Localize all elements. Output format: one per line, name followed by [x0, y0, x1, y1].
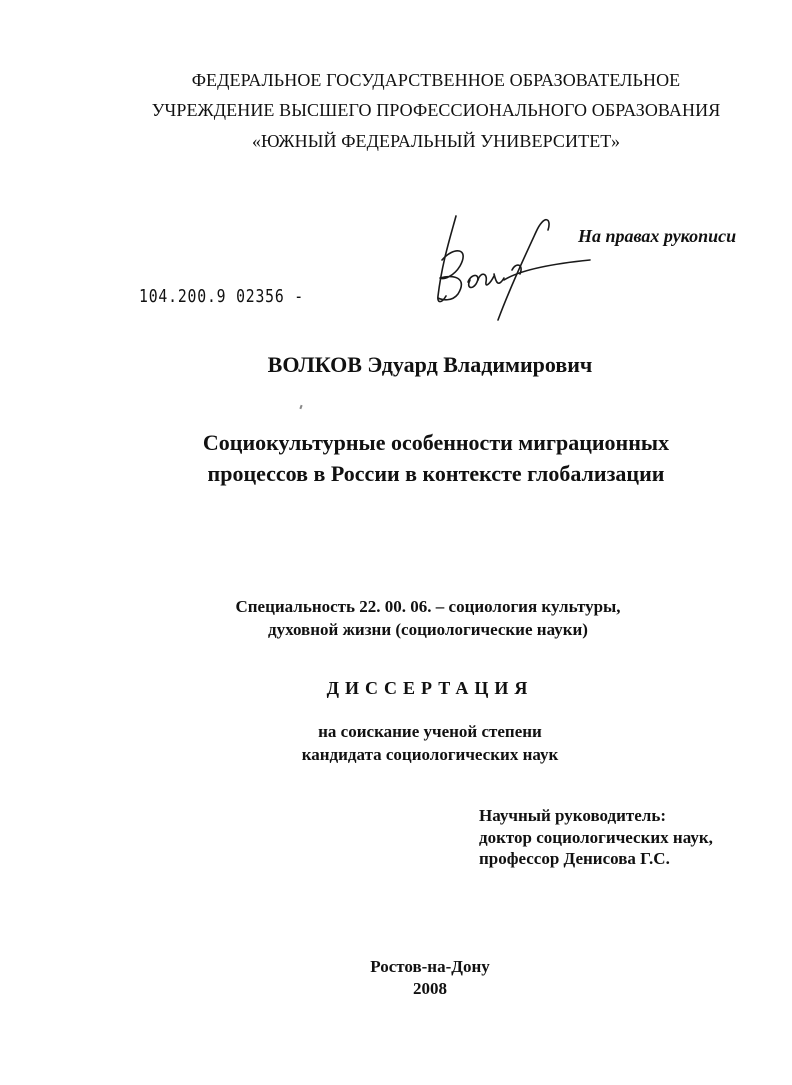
degree-line-2: кандидата социологических наук: [301, 745, 559, 764]
manuscript-rights-note: На правах рукописи: [578, 226, 737, 246]
dissertation-title-line-2: процессов в России в контексте глобализации: [207, 461, 665, 486]
specialty-line-1: Специальность 22. 00. 06. – социология культуры,: [235, 597, 621, 616]
advisor-label: Научный руководитель:: [479, 806, 666, 825]
archive-number-stamp: 104.200.9 02356 -: [139, 286, 305, 307]
institution-line-2: УЧРЕЖДЕНИЕ ВЫСШЕГО ПРОФЕССИОНАЛЬНОГО ОБРАЗОВАНИЯ: [151, 100, 721, 120]
document-type-heading: ДИССЕРТАЦИЯ: [326, 678, 534, 698]
dissertation-title-line-1: Социокультурные особенности миграционных: [202, 430, 670, 455]
specialty-line-2: духовной жизни (социологические науки): [268, 620, 588, 639]
institution-line-3: «ЮЖНЫЙ ФЕДЕРАЛЬНЫЙ УНИВЕРСИТЕТ»: [251, 131, 621, 151]
scan-speck: [299, 405, 302, 409]
advisor-rank: доктор социологических наук,: [479, 828, 713, 847]
city: Ростов-на-Дону: [370, 957, 490, 976]
handwritten-signature: [420, 208, 600, 328]
advisor-name: профессор Денисова Г.С.: [479, 849, 670, 868]
author-name: ВОЛКОВ Эдуард Владимирович: [267, 352, 593, 377]
institution-line-1: ФЕДЕРАЛЬНОЕ ГОСУДАРСТВЕННОЕ ОБРАЗОВАТЕЛЬНОЕ: [191, 70, 681, 90]
year: 2008: [413, 979, 447, 998]
degree-line-1: на соискание ученой степени: [318, 722, 542, 741]
